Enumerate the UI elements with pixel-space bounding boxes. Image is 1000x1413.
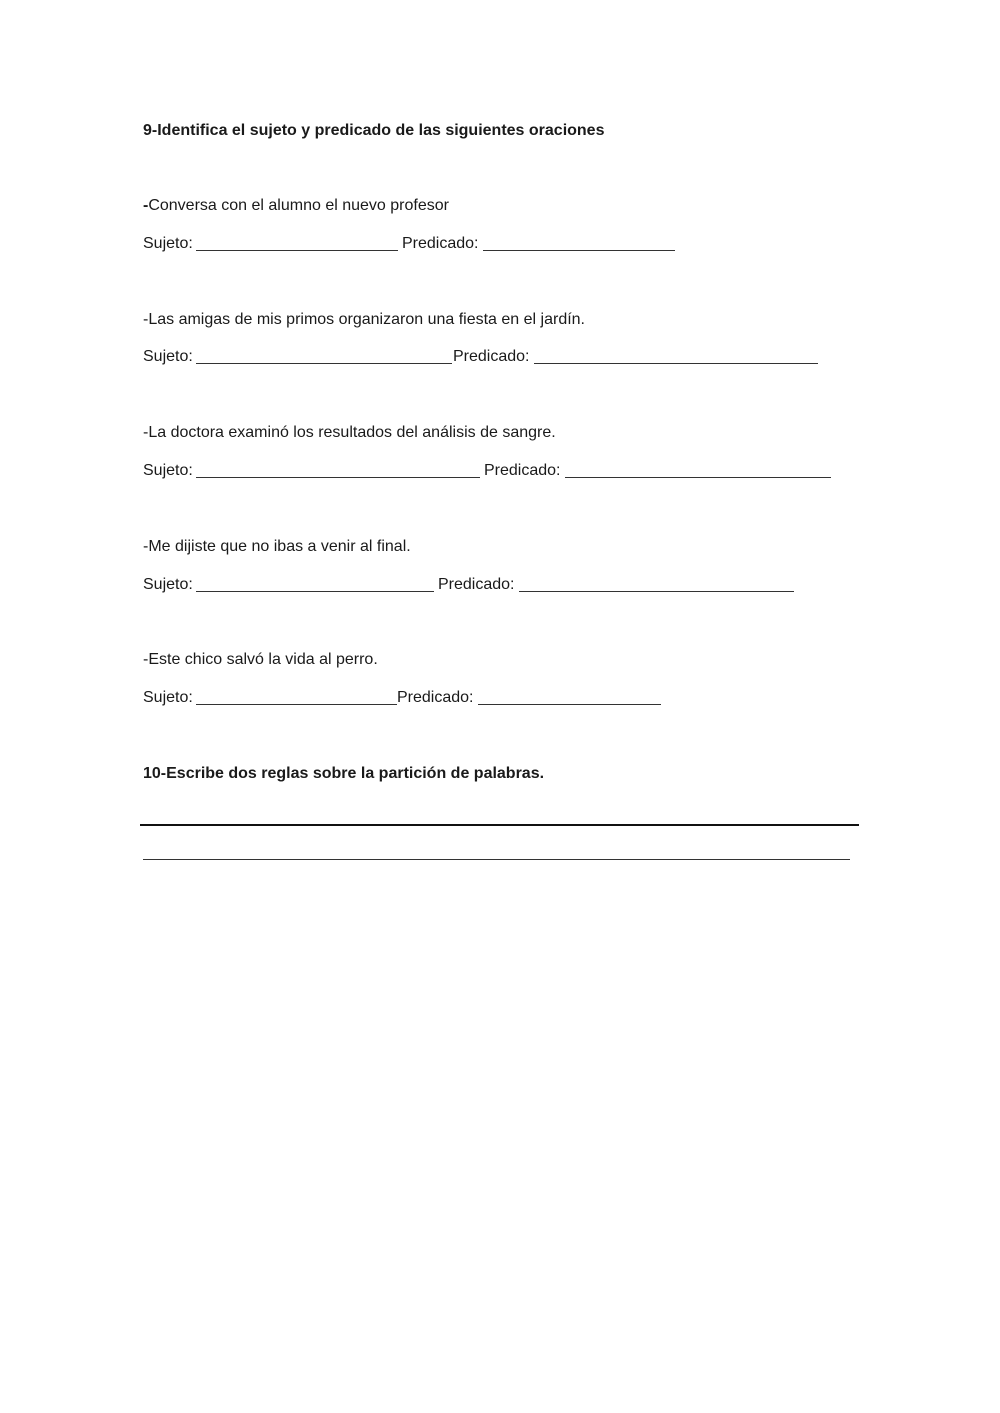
sentence-4-text: Me dijiste que no ibas a venir al final. bbox=[148, 538, 411, 555]
subject-blank-1[interactable] bbox=[196, 250, 398, 251]
predicate-label-5: Predicado: bbox=[397, 689, 474, 706]
sentence-1-dash: - bbox=[143, 197, 149, 214]
answer-line-1[interactable] bbox=[140, 824, 859, 826]
sentence-5-text: Este chico salvó la vida al perro. bbox=[148, 651, 378, 668]
sentence-2-text: Las amigas de mis primos organizaron una fiesta en el jardín. bbox=[148, 311, 585, 328]
subject-label-1: Sujeto: bbox=[143, 235, 193, 252]
predicate-blank-3[interactable] bbox=[565, 477, 831, 478]
sentence-5-dash: - bbox=[143, 651, 149, 668]
subject-label-3: Sujeto: bbox=[143, 462, 193, 479]
subject-blank-5[interactable] bbox=[196, 704, 397, 705]
sentence-3-text: La doctora examinó los resultados del análisis de sangre. bbox=[148, 424, 556, 441]
question-9-heading: 9-Identifica el sujeto y predicado de las siguientes oraciones bbox=[143, 122, 605, 139]
predicate-blank-4[interactable] bbox=[519, 591, 794, 592]
sentence-2 bbox=[143, 310, 585, 330]
predicate-label-3: Predicado: bbox=[484, 462, 561, 479]
sentence-5 bbox=[143, 650, 378, 670]
subject-label-2: Sujeto: bbox=[143, 348, 193, 365]
subject-label-5: Sujeto: bbox=[143, 689, 193, 706]
subject-blank-4[interactable] bbox=[196, 591, 434, 592]
predicate-label-1: Predicado: bbox=[402, 235, 479, 252]
sentence-2-dash: - bbox=[143, 311, 149, 328]
subject-blank-3[interactable] bbox=[196, 477, 480, 478]
sentence-1 bbox=[143, 196, 449, 216]
subject-label-4: Sujeto: bbox=[143, 576, 193, 593]
sentence-1-text: Conversa con el alumno el nuevo profesor bbox=[148, 197, 449, 214]
predicate-label-2: Predicado: bbox=[453, 348, 530, 365]
sentence-4 bbox=[143, 537, 411, 557]
predicate-blank-1[interactable] bbox=[483, 250, 675, 251]
question-10-heading: 10-Escribe dos reglas sobre la partición de palabras. bbox=[143, 765, 545, 782]
predicate-label-4: Predicado: bbox=[438, 576, 515, 593]
predicate-blank-2[interactable] bbox=[534, 363, 818, 364]
sentence-3 bbox=[143, 423, 556, 443]
answer-line-2[interactable] bbox=[143, 859, 850, 860]
sentence-4-dash: - bbox=[143, 538, 149, 555]
predicate-blank-5[interactable] bbox=[478, 704, 661, 705]
sentence-3-dash: - bbox=[143, 424, 149, 441]
subject-blank-2[interactable] bbox=[196, 363, 452, 364]
